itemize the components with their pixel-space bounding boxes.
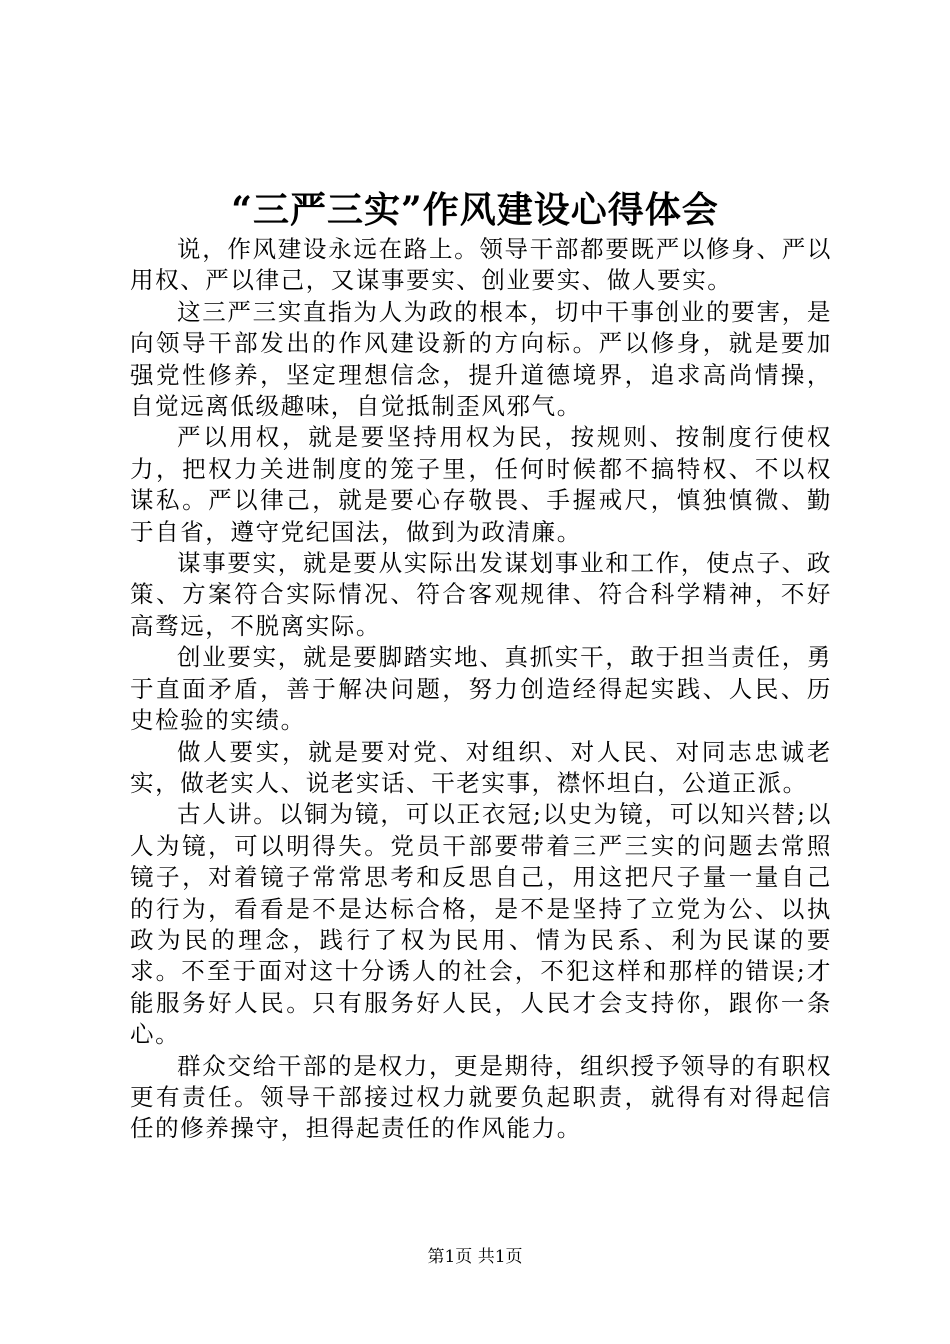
document-title: “三严三实”作风建设心得体会 bbox=[231, 189, 719, 231]
paragraph-3: 严以用权，就是要坚持用权为民，按规则、按制度行使权力，把权力关进制度的笼子里，任何时候都不搞特权、不以权谋私。严以律己，就是要心存敬畏、手握戒尺，慎独慎微、勤于自省，遵守党纪国法，做到为政清廉。 bbox=[130, 423, 832, 546]
paragraph-6: 做人要实，就是要对党、对组织、对人民、对同志忠诚老实，做老实人、说老实话、干老实事，襟怀坦白，公道正派。 bbox=[130, 737, 832, 797]
paragraph-4: 谋事要实，就是要从实际出发谋划事业和工作，使点子、政策、方案符合实际情况、符合客观规律、符合科学精神，不好高骛远，不脱离实际。 bbox=[130, 549, 832, 640]
paragraph-1: 说，作风建设永远在路上。领导干部都要既严以修身、严以用权、严以律己，又谋事要实、创业要实、做人要实。 bbox=[130, 235, 832, 295]
page-number-footer: 第1页 共1页 bbox=[427, 1247, 523, 1267]
paragraph-5: 创业要实，就是要脚踏实地、真抓实干，敢于担当责任，勇于直面矛盾，善于解决问题，努力创造经得起实践、人民、历史检验的实绩。 bbox=[130, 643, 832, 735]
document-body bbox=[130, 234, 832, 1145]
paragraph-8: 群众交给干部的是权力，更是期待，组织授予领导的有职权更有责任。领导干部接过权力就要负起职责，就得有对得起信任的修养操守，担得起责任的作风能力。 bbox=[130, 1051, 832, 1143]
paragraph-7: 古人讲。以铜为镜，可以正衣冠;以史为镜，可以知兴替;以人为镜，可以明得失。党员干部要带着三严三实的问题去常照镜子，对着镜子常常思考和反思自己，用这把尺子量一量自己的行为，看看是不是达标合格，是不是坚持了立党为公、以执政为民的理念，践行了权为民用、情为民系、利为民谋的要求。不至于面对这十分诱人的社会，不犯这样和那样的错误;才能服务好人民。只有服务好人民，人民才会支持你，跟你一条心。 bbox=[130, 800, 832, 1049]
paragraph-2: 这三严三实直指为人为政的根本，切中干事创业的要害，是向领导干部发出的作风建设新的方向标。严以修身，就是要加强党性修养，坚定理想信念，提升道德境界，追求高尚情操，自觉远离低级趣味，自觉抵制歪风邪气。 bbox=[130, 297, 832, 421]
